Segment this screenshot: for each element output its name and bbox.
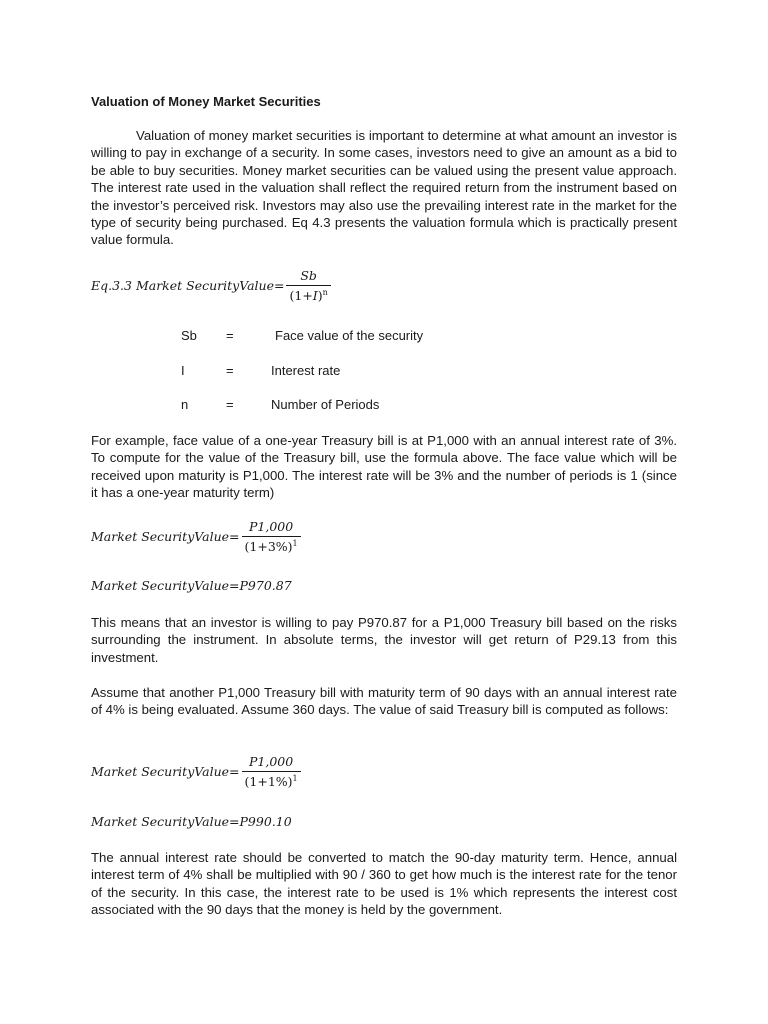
equation-fraction (242, 519, 301, 554)
equation-example-2 (91, 754, 301, 789)
paragraph-intro: Valuation of money market securities is important to determine at what amount an investor is willing to pay in exchange of a security. In some cases, investors need to give an amount as a bid to be able to buy securities. Money market securities can be valued using the present value approach. The interest rate used in the valuation shall reflect the required return from the instrument based on the investor’s perceived risk. Investors may also use the prevailing interest rate in the market for the type of security being purchased. Eq 4.3 presents the valuation formula which is practically present value formula. (91, 128, 677, 248)
equation-lhs: Eq.3.3 Market SecurityValue= (91, 278, 285, 294)
equation-fraction (286, 268, 330, 303)
equation-exponent: 1 (292, 774, 298, 783)
equation-denominator: $(1+3\%)^1$ (242, 536, 301, 554)
equation-result-1: Market SecurityValue=P970.87 (91, 578, 292, 593)
definition-meaning: Face value of the security (275, 328, 424, 343)
definition-symbol: I (181, 363, 185, 378)
equation-lhs: Market SecurityValue= (91, 529, 240, 545)
definition-equals: = (226, 328, 234, 343)
paragraph-second-example: Assume that another P1,000 Treasury bill with maturity term of 90 days with an annual interest rate of 4% is being evaluated. Assume 360 days. The value of said Treasury bill is computed as follows: (91, 685, 677, 718)
paragraph-interpretation: This means that an investor is willing to pay P970.87 for a P1,000 Treasury bill based on the risks surrounding the instrument. In absolute terms, the investor will get return of P29.13 from this investment. (91, 615, 677, 665)
equation-numerator: P1,000 (248, 754, 294, 769)
definition-symbol: Sb (181, 328, 197, 343)
equation-valuation-formula (91, 268, 331, 303)
equation-example-1 (91, 519, 301, 554)
definition-symbol: n (181, 397, 189, 412)
paragraph-example: For example, face value of a one-year Treasury bill is at P1,000 with an annual interest rate of 3%. To compute for the value of the Treasury bill, use the formula above. The face value which will be received upon maturity is P1,000. The interest rate will be 3% and the number of periods is 1 (since it has a one-year maturity term) (91, 433, 677, 501)
equation-result-2: Market SecurityValue=P990.10 (91, 814, 292, 829)
definition-meaning: Number of Periods (271, 397, 380, 412)
paragraph-conversion: The annual interest rate should be converted to match the 90-day maturity term. Hence, annual interest term of 4% shall be multiplied with 90 / 360 to get how much is the interest rate for the tenor of the security. In this case, the interest rate to be used is 1% which represents the interest cost associated with the 90 days that the money is held by the government. (91, 850, 677, 918)
equation-lhs: Market SecurityValue= (91, 764, 240, 780)
equation-denominator: $(1+I)^n$ (286, 285, 330, 303)
definition-equals: = (226, 397, 234, 412)
definition-meaning: Interest rate (271, 363, 341, 378)
equation-numerator: P1,000 (248, 519, 294, 534)
equation-exponent: n (322, 288, 328, 297)
section-heading: Valuation of Money Market Securities (91, 94, 321, 109)
equation-numerator: Sb (300, 268, 317, 283)
equation-denominator: $(1+1\%)^1$ (242, 771, 301, 789)
definition-equals: = (226, 363, 234, 378)
equation-exponent: 1 (292, 539, 298, 548)
equation-fraction (242, 754, 301, 789)
